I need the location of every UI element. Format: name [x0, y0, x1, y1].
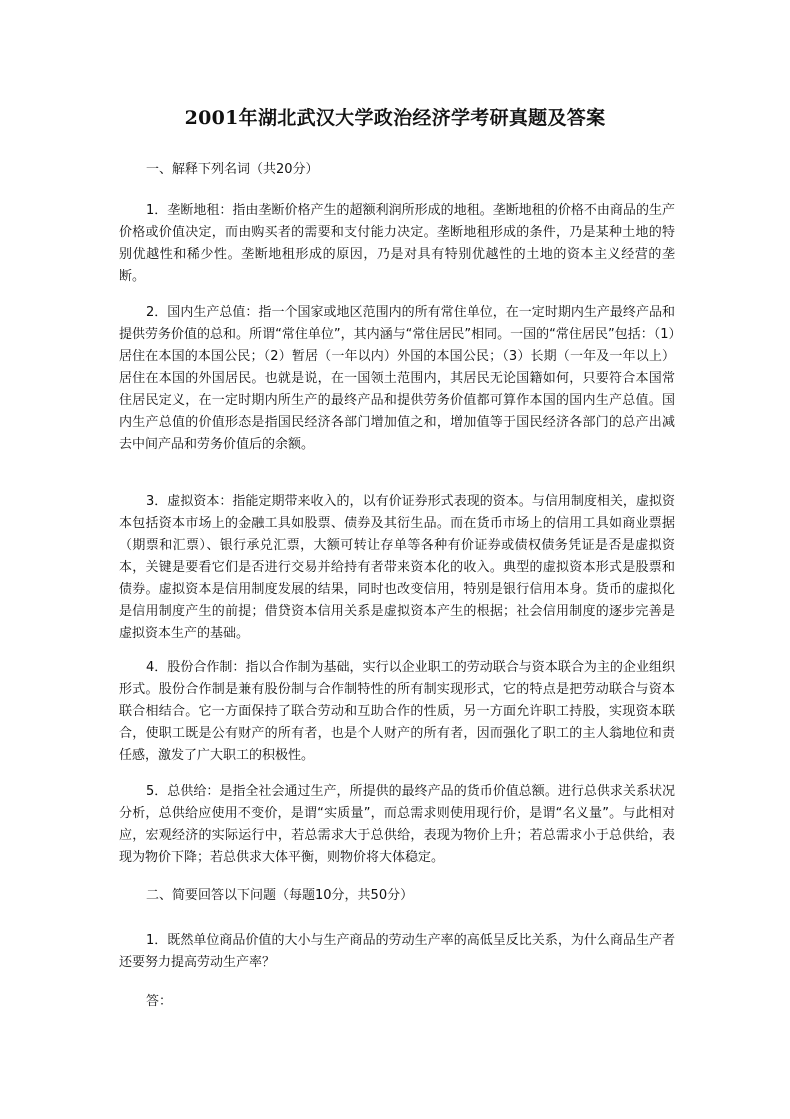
- document-title: 2001年湖北武汉大学政治经济学考研真题及答案: [184, 107, 606, 129]
- term-definition-4: 4．股份合作制：指以合作制为基础，实行以企业职工的劳动联合与资本联合为主的企业组织形式。股份合作制是兼有股份制与合作制特性的所有制实现形式，它的特点是把劳动联合与资本联合相结合。它一方面保持了联合劳动和互助合作的性质，另一方面允许职工持股，实现资本联合，使职工既是公有财产的所有者，也是个人财产的所有者，因而强化了职工的主人翁地位和责任感，激发了广大职工的积极性。: [119, 660, 675, 763]
- answer-label: 答：: [146, 994, 173, 1009]
- question-1: 1．既然单位商品价值的大小与生产商品的劳动生产率的高低呈反比关系，为什么商品生产者还要努力提高劳动生产率？: [119, 933, 675, 970]
- term-definition-3: 3．虚拟资本：指能定期带来收入的，以有价证券形式表现的资本。与信用制度相关，虚拟资本包括资本市场上的金融工具如股票、债券及其衍生品。而在货币市场上的信用工具如商业票据（期票和汇票）、银行承兑汇票，大额可转让存单等各种有价证券或债权债务凭证是否是虚拟资本，关键是要看它们是否进行交易并给持有者带来资本化的收入。典型的虚拟资本形式是股票和债券。虚拟资本是信用制度发展的结果，同时也改变信用，特别是银行信用本身。货币的虚拟化是信用制度产生的前提；借贷资本信用关系是虚拟资本产生的根据；社会信用制度的逐步完善是虚拟资本生产的基础。: [119, 494, 675, 641]
- term-definition-5: 5．总供给：是指全社会通过生产，所提供的最终产品的货币价值总额。进行总供求关系状况分析，总供给应使用不变价，是谓“实质量”，而总需求则使用现行价，是谓“名义量”。与此相对应，宏观经济的实际运行中，若总需求大于总供给，表现为物价上升；若总需求小于总供给，表现为物价下降；若总供求大体平衡，则物价将大体稳定。: [119, 784, 675, 865]
- section-2-heading: 二、简要回答以下问题（每题10分，共50分）: [146, 888, 414, 903]
- term-definition-2: 2．国内生产总值：指一个国家或地区范围内的所有常住单位，在一定时期内生产最终产品和提供劳务价值的总和。所谓“常住单位”，其内涵与“常住居民”相同。一国的“常住居民”包括：（1）居住在本国的本国公民；（2）暂居（一年以内）外国的本国公民；（3）长期（一年及一年以上）居住在本国的外国居民。也就是说，在一国领土范围内，其居民无论国籍如何，只要符合本国常住居民定义，在一定时期内所生产的最终产品和提供劳务价值都可算作本国的国内生产总值。国内生产总值的价值形态是指国民经济各部门增加值之和，增加值等于国民经济各部门的总产出减去中间产品和劳务价值后的余额。: [119, 305, 675, 452]
- section-1-heading: 一、解释下列名词（共20分）: [146, 162, 319, 177]
- term-definition-1: 1．垄断地租：指由垄断价格产生的超额利润所形成的地租。垄断地租的价格不由商品的生产价格或价值决定，而由购买者的需要和支付能力决定。垄断地租形成的条件，乃是某种土地的特别优越性和稀少性。垄断地租形成的原因，乃是对具有特别优越性的土地的资本主义经营的垄断。: [119, 203, 675, 284]
